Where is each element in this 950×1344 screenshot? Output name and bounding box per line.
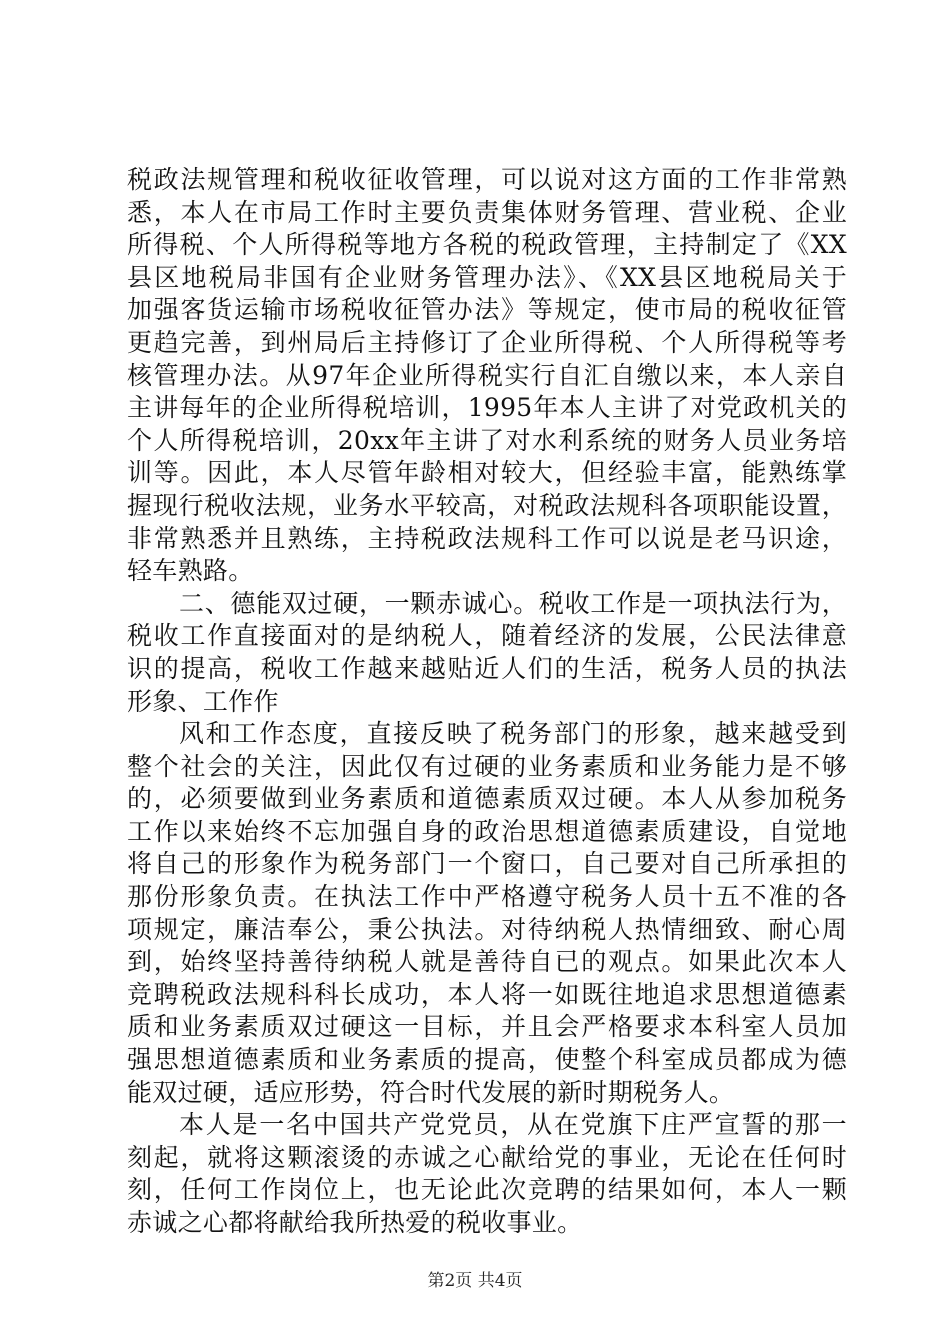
text-line: 县区地税局非国有企业财务管理办法》、《XX县区地税局关于 — [127, 262, 847, 292]
text-line: 强思想道德素质和业务素质的提高，使整个科室成员都成为德 — [127, 1045, 847, 1075]
text-line: 质和业务素质双过硬这一目标，并且会严格要求本科室人员加 — [127, 1012, 847, 1042]
text-line: 税收工作直接面对的是纳税人，随着经济的发展，公民法律意 — [127, 621, 847, 651]
text-line: 加强客货运输市场税收征管办法》等规定，使市局的税收征管 — [127, 295, 847, 325]
text-line: 税政法规管理和税收征收管理，可以说对这方面的工作非常熟 — [127, 165, 847, 194]
text-line: 更趋完善，到州局后主持修订了企业所得税、个人所得税等考 — [127, 327, 847, 357]
page-footer: 第2页 共4页 — [427, 1271, 523, 1291]
text-line: 工作以来始终不忘加强自身的政治思想道德素质建设，自觉地 — [127, 816, 847, 846]
text-line: 赤诚之心都将献给我所热爱的税收事业。 — [127, 1208, 583, 1237]
document-body — [127, 164, 847, 1240]
text-line: 非常熟悉并且熟练，主持税政法规科工作可以说是老马识途， — [127, 523, 847, 553]
text-line: 本人是一名中国共产党党员，从在党旗下庄严宣誓的那一 — [179, 1110, 847, 1140]
text-line: 二、德能双过硬，一颗赤诚心。税收工作是一项执法行为， — [179, 588, 847, 618]
text-line: 识的提高，税收工作越来越贴近人们的生活，税务人员的执法 — [127, 653, 847, 683]
text-line: 的，必须要做到业务素质和道德素质双过硬。本人从参加税务 — [127, 784, 847, 814]
text-line: 将自己的形象作为税务部门一个窗口，自己要对自己所承担的 — [127, 849, 847, 879]
text-line: 所得税、个人所得税等地方各税的税政管理，主持制定了《XX — [127, 230, 847, 260]
text-line: 那份形象负责。在执法工作中严格遵守税务人员十五不准的各 — [127, 882, 847, 912]
text-line: 核管理办法。从97年企业所得税实行自汇自缴以来，本人亲自 — [127, 360, 847, 390]
text-line: 能双过硬，适应形势，符合时代发展的新时期税务人。 — [127, 1077, 735, 1107]
text-line: 项规定，廉洁奉公，秉公执法。对待纳税人热情细致、耐心周 — [127, 914, 847, 944]
text-line: 刻，任何工作岗位上，也无论此次竞聘的结果如何，本人一颗 — [127, 1175, 847, 1205]
text-line: 握现行税收法规，业务水平较高，对税政法规科各项职能设置， — [127, 490, 847, 520]
text-line: 个人所得税培训，20xx年主讲了对水利系统的财务人员业务培 — [127, 425, 847, 455]
text-line: 风和工作态度，直接反映了税务部门的形象，越来越受到 — [179, 719, 847, 749]
text-line: 刻起，就将这颗滚烫的赤诚之心献给党的事业，无论在任何时 — [127, 1142, 847, 1172]
text-line: 训等。因此，本人尽管年龄相对较大，但经验丰富，能熟练掌 — [127, 458, 847, 488]
text-line: 竞聘税政法规科科长成功，本人将一如既往地追求思想道德素 — [127, 979, 847, 1009]
text-line: 到，始终坚持善待纳税人就是善待自已的观点。如果此次本人 — [127, 947, 847, 977]
text-line: 形象、工作作 — [127, 686, 279, 716]
text-line: 整个社会的关注，因此仅有过硬的业务素质和业务能力是不够 — [127, 751, 847, 781]
text-line: 主讲每年的企业所得税培训，1995年本人主讲了对党政机关的 — [127, 393, 847, 423]
text-line: 悉，本人在市局工作时主要负责集体财务管理、营业税、企业 — [127, 197, 847, 227]
text-line: 轻车熟路。 — [127, 556, 254, 586]
